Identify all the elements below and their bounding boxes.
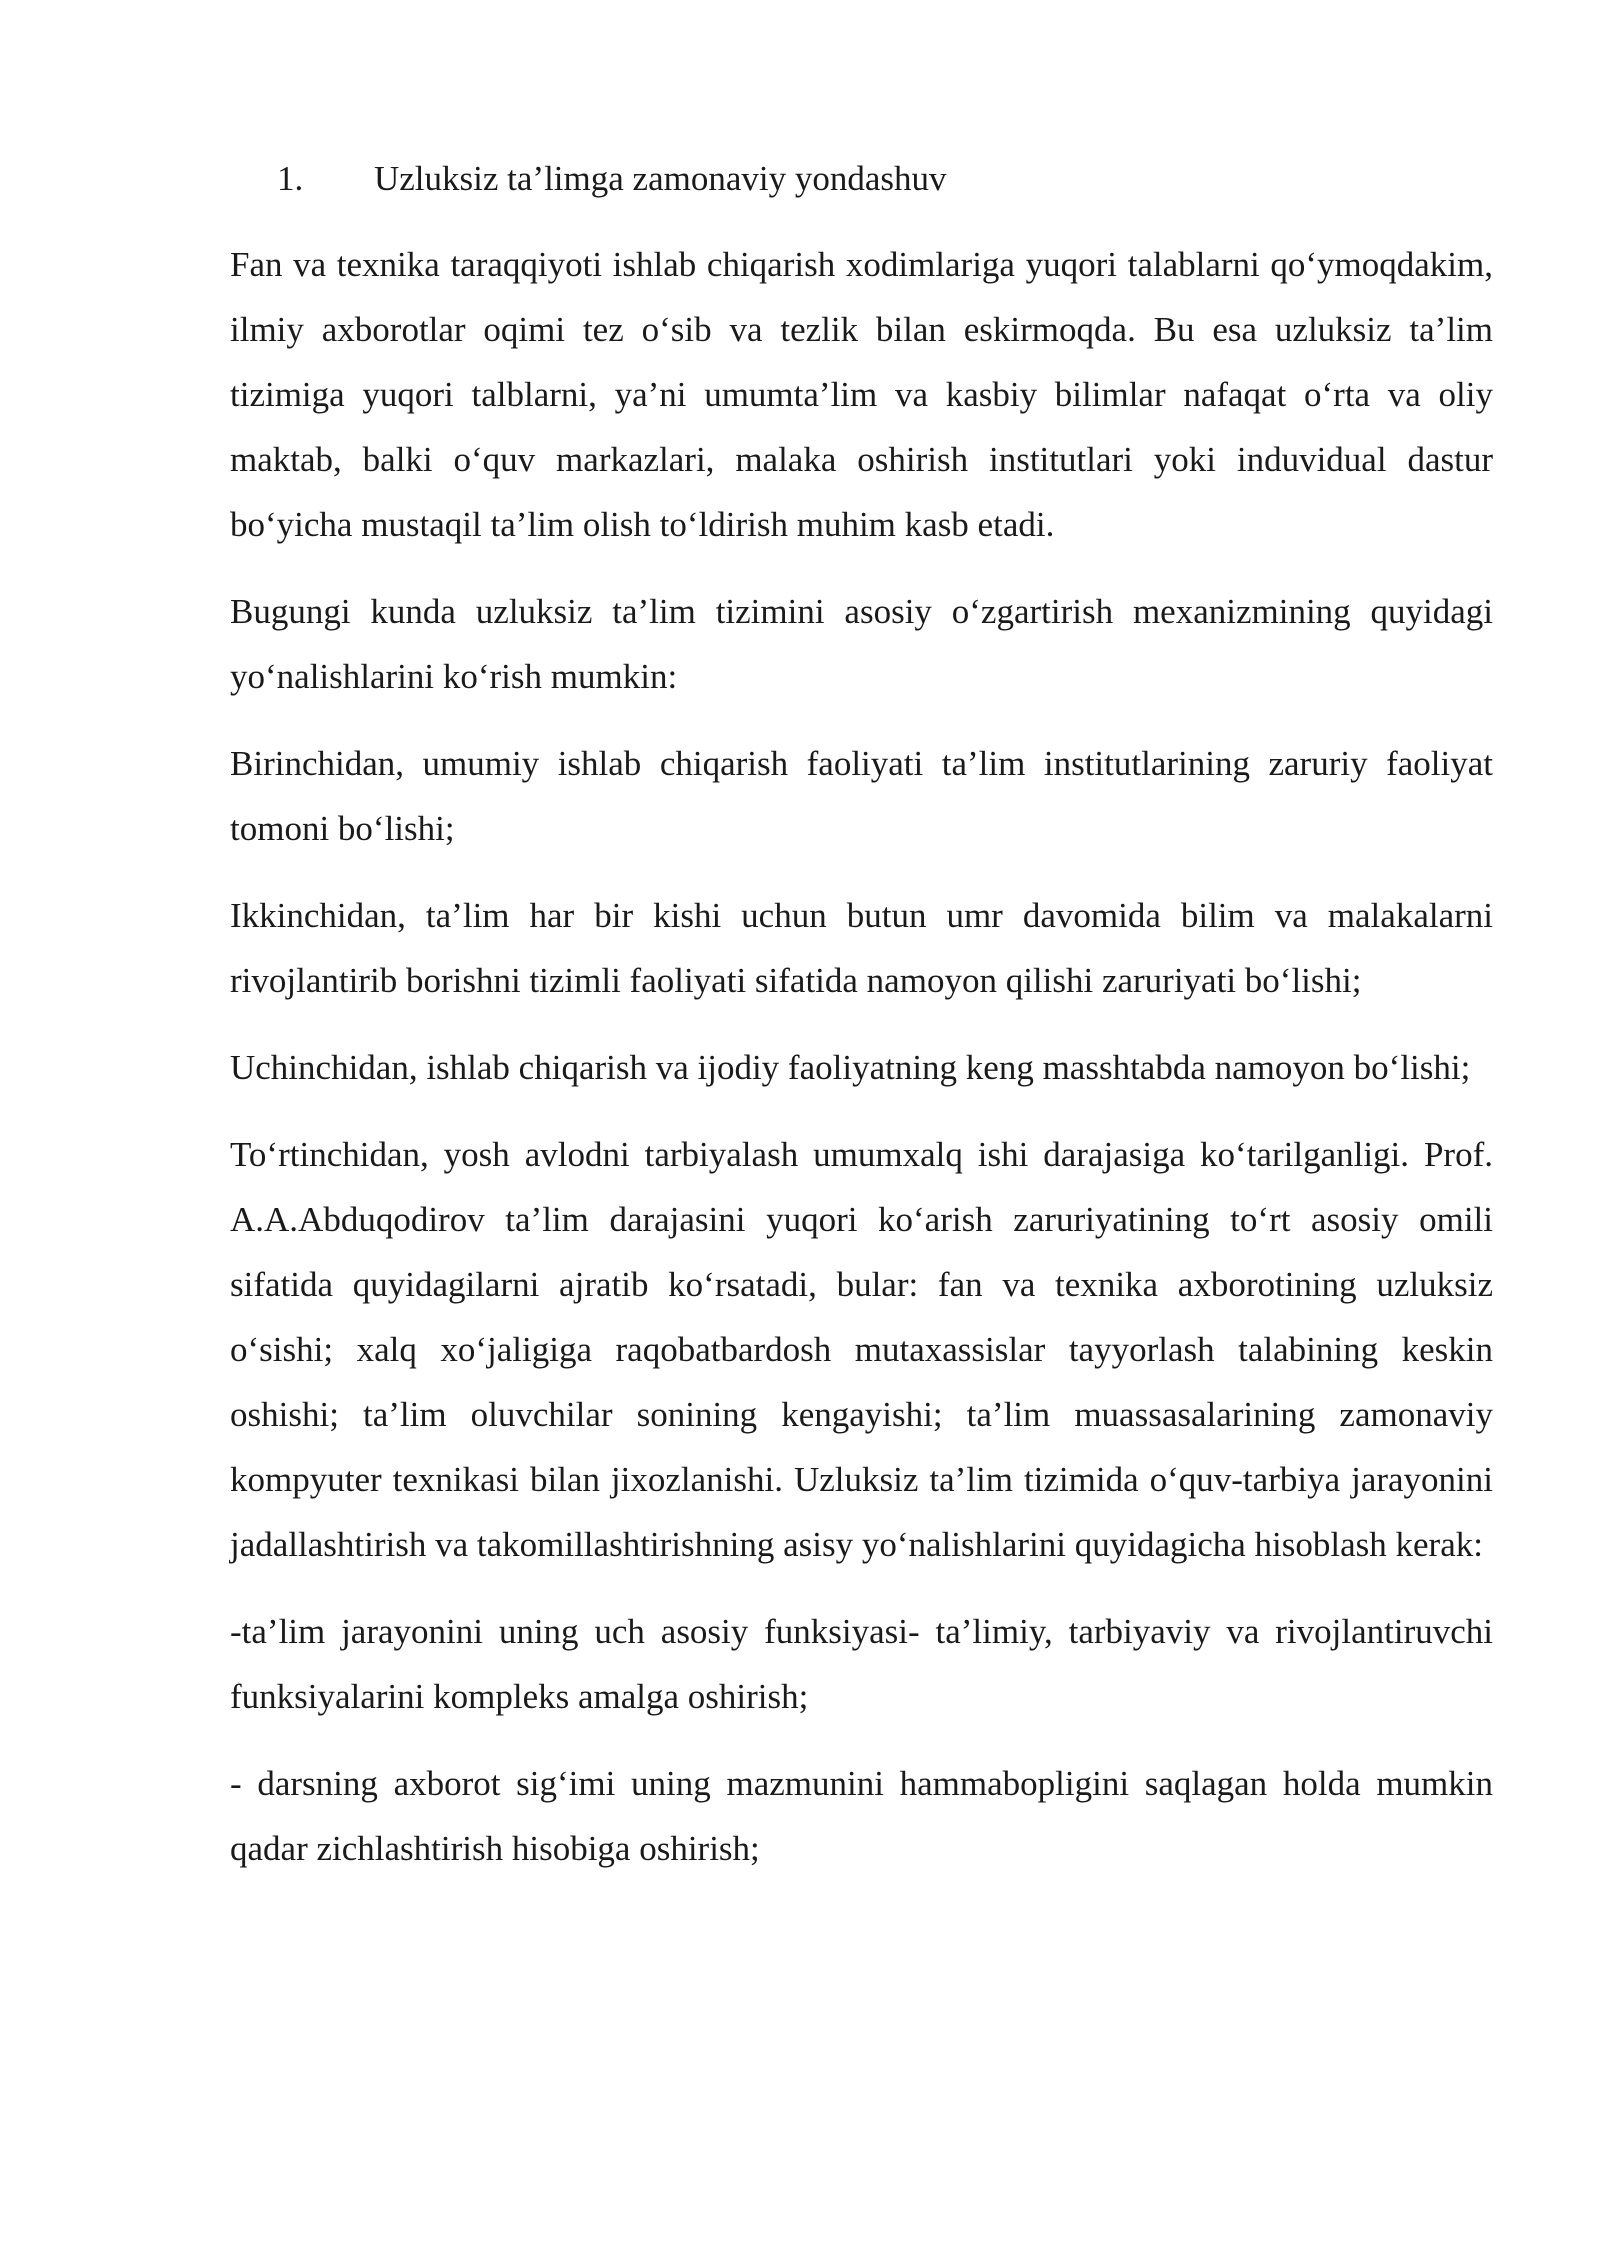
paragraph-fourth: To‘rtinchidan, yosh avlodni tarbiyalash umumxalq ishi darajasiga ko‘tarilganligi. Prof. A.A.Abduqodirov ta’lim darajasini yuqori ko‘arish zaruriyatining to‘rt asosiy omili sifatida quyidagilarni ajratib ko‘rsatadi, bular: fan va texnika axborotining uzluksiz o‘sishi; xalq xo‘jaligiga raqobatbardosh mutaxassislar tayyorlash talabining keskin oshishi; ta’lim oluvchilar sonining kengayishi; ta’lim muassasalarining zamonaviy kompyuter texnikasi bilan jixozlanishi. Uzluksiz ta’lim tizimida o‘quv-tarbiya jarayonini jadallashtirish va takomillashtirishning asisy yo‘nalishlarini quyidagicha hisoblash kerak: xyxy=(230,1135,1493,1564)
section-number: 1. xyxy=(277,159,304,198)
paragraph-third: Uchinchidan, ishlab chiqarish va ijodiy faoliyatning keng masshtabda namoyon bo‘lishi; xyxy=(230,1048,1471,1087)
paragraph-list-item-1: -ta’lim jarayonini uning uch asosiy funksiyasi- ta’limiy, tarbiyaviy va rivojlantiruvchi funksiyalarini kompleks amalga oshirish; xyxy=(230,1612,1493,1716)
document-body xyxy=(230,146,1493,1903)
paragraph-intro: Fan va texnika taraqqiyoti ishlab chiqarish xodimlariga yuqori talablarni qo‘ymoqdakim, ilmiy axborotlar oqimi tez o‘sib va tezlik bilan eskirmoqda. Bu esa uzluksiz ta’lim tizimiga yuqori talblarni, ya’ni umumta’lim va kasbiy bilimlar nafaqat o‘rta va oliy maktab, balki o‘quv markazlari, malaka oshirish institutlari yoki induvidual dastur bo‘yicha mustaqil ta’lim olish to‘ldirish muhim kasb etadi. xyxy=(230,245,1493,544)
section-heading xyxy=(230,146,1493,211)
paragraph-directions: Bugungi kunda uzluksiz ta’lim tizimini asosiy o‘zgartirish mexanizmining quyidagi yo‘nalishlarini ko‘rish mumkin: xyxy=(230,592,1493,696)
paragraph-first: Birinchidan, umumiy ishlab chiqarish faoliyati ta’lim institutlarining zaruriy faoliyat tomoni bo‘lishi; xyxy=(230,744,1493,848)
paragraph-list-item-2: - darsning axborot sig‘imi uning mazmunini hammabopligini saqlagan holda mumkin qadar zichlashtirish hisobiga oshirish; xyxy=(230,1764,1493,1868)
paragraph-second: Ikkinchidan, ta’lim har bir kishi uchun butun umr davomida bilim va malakalarni rivojlantirib borishni tizimli faoliyati sifatida namoyon qilishi zaruriyati bo‘lishi; xyxy=(230,896,1493,1000)
section-title: Uzluksiz ta’limga zamonaviy yondashuv xyxy=(374,159,947,198)
